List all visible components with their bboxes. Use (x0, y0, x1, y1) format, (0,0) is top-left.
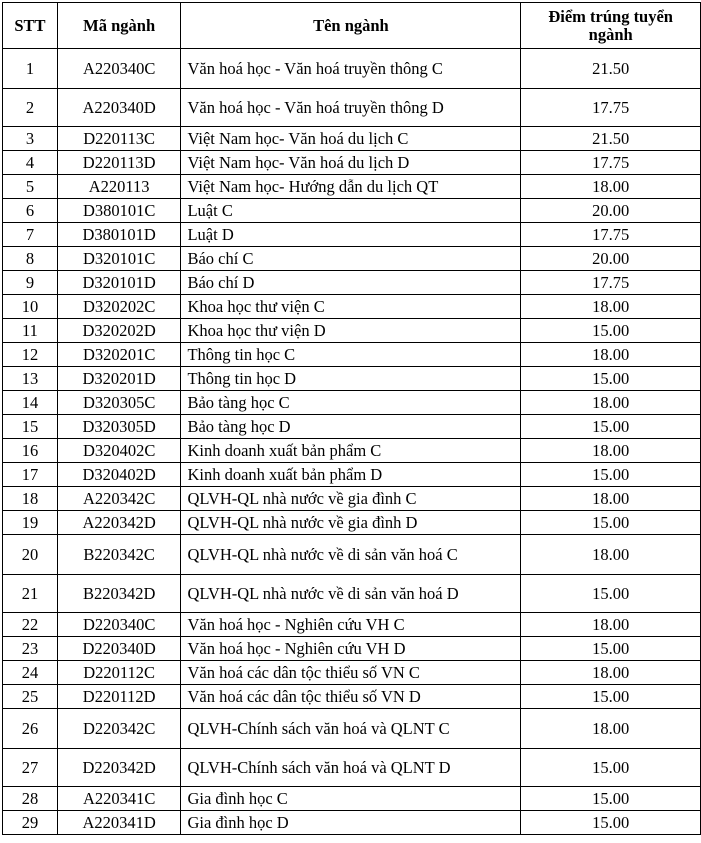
cell-name: Văn hoá các dân tộc thiểu số VN D (181, 685, 521, 709)
cell-score: 18.00 (521, 343, 701, 367)
cell-stt: 11 (3, 319, 58, 343)
cell-code: D320402C (57, 439, 181, 463)
table-row (3, 511, 701, 535)
cell-name: Kinh doanh xuất bản phẩm D (181, 463, 521, 487)
cell-name: QLVH-Chính sách văn hoá và QLNT C (181, 709, 521, 749)
cell-stt: 4 (3, 151, 58, 175)
cell-score: 15.00 (521, 367, 701, 391)
cell-name: Bảo tàng học D (181, 415, 521, 439)
cell-score: 18.00 (521, 613, 701, 637)
cell-name: Việt Nam học- Văn hoá du lịch D (181, 151, 521, 175)
cell-stt: 26 (3, 709, 58, 749)
table-row (3, 439, 701, 463)
table-row (3, 391, 701, 415)
table-row (3, 89, 701, 127)
cell-name: Báo chí D (181, 271, 521, 295)
cell-score: 15.00 (521, 637, 701, 661)
cell-stt: 27 (3, 749, 58, 787)
cell-stt: 29 (3, 811, 58, 835)
cell-code: A220340C (57, 49, 181, 89)
cell-stt: 24 (3, 661, 58, 685)
cell-score: 15.00 (521, 463, 701, 487)
cell-stt: 9 (3, 271, 58, 295)
table-row (3, 535, 701, 575)
cell-name: QLVH-QL nhà nước về di sản văn hoá D (181, 575, 521, 613)
cell-score: 21.50 (521, 49, 701, 89)
table-row (3, 637, 701, 661)
cell-code: D220113D (57, 151, 181, 175)
cell-score: 17.75 (521, 151, 701, 175)
cell-name: Kinh doanh xuất bản phẩm C (181, 439, 521, 463)
cell-stt: 17 (3, 463, 58, 487)
cell-score: 21.50 (521, 127, 701, 151)
cell-stt: 28 (3, 787, 58, 811)
cell-code: A220341C (57, 787, 181, 811)
cell-score: 15.00 (521, 319, 701, 343)
cell-stt: 20 (3, 535, 58, 575)
table-row (3, 175, 701, 199)
cell-stt: 12 (3, 343, 58, 367)
table-row (3, 199, 701, 223)
cell-name: Văn hoá các dân tộc thiểu số VN C (181, 661, 521, 685)
cell-code: D320305D (57, 415, 181, 439)
cell-stt: 2 (3, 89, 58, 127)
cell-stt: 15 (3, 415, 58, 439)
cell-score: 15.00 (521, 575, 701, 613)
cell-name: Khoa học thư viện D (181, 319, 521, 343)
cell-code: D320202C (57, 295, 181, 319)
header-score: Điểm trúng tuyển ngành (521, 3, 701, 49)
cell-score: 18.00 (521, 487, 701, 511)
table-row (3, 223, 701, 247)
cell-score: 18.00 (521, 295, 701, 319)
cell-name: Văn hoá học - Văn hoá truyền thông C (181, 49, 521, 89)
cell-score: 17.75 (521, 271, 701, 295)
table-row (3, 151, 701, 175)
cell-score: 18.00 (521, 709, 701, 749)
cell-name: QLVH-QL nhà nước về gia đình D (181, 511, 521, 535)
cell-code: D320101D (57, 271, 181, 295)
cell-name: QLVH-QL nhà nước về di sản văn hoá C (181, 535, 521, 575)
cell-name: Luật D (181, 223, 521, 247)
cell-score: 18.00 (521, 535, 701, 575)
cell-name: Gia đình học C (181, 787, 521, 811)
cell-stt: 1 (3, 49, 58, 89)
cell-name: Thông tin học C (181, 343, 521, 367)
cell-code: D320305C (57, 391, 181, 415)
cell-stt: 18 (3, 487, 58, 511)
cell-stt: 10 (3, 295, 58, 319)
cell-code: A220342C (57, 487, 181, 511)
table-row (3, 127, 701, 151)
cell-score: 15.00 (521, 415, 701, 439)
cell-code: D320202D (57, 319, 181, 343)
cell-code: A220341D (57, 811, 181, 835)
cell-name: Khoa học thư viện C (181, 295, 521, 319)
cell-code: D320201D (57, 367, 181, 391)
table-row (3, 811, 701, 835)
table-row (3, 787, 701, 811)
table-row (3, 49, 701, 89)
cell-name: Bảo tàng học C (181, 391, 521, 415)
table-row (3, 487, 701, 511)
table-row (3, 295, 701, 319)
cell-code: D220112D (57, 685, 181, 709)
header-name: Tên ngành (181, 3, 521, 49)
cell-stt: 3 (3, 127, 58, 151)
cell-code: A220340D (57, 89, 181, 127)
cell-name: Gia đình học D (181, 811, 521, 835)
cell-code: B220342D (57, 575, 181, 613)
cell-name: Báo chí C (181, 247, 521, 271)
cell-stt: 16 (3, 439, 58, 463)
cell-code: D380101D (57, 223, 181, 247)
table-row (3, 661, 701, 685)
cell-stt: 8 (3, 247, 58, 271)
cell-score: 18.00 (521, 175, 701, 199)
cell-code: B220342C (57, 535, 181, 575)
table-row (3, 247, 701, 271)
cell-name: Việt Nam học- Văn hoá du lịch C (181, 127, 521, 151)
cell-code: D380101C (57, 199, 181, 223)
cell-code: D220340D (57, 637, 181, 661)
cell-name: Văn hoá học - Nghiên cứu VH D (181, 637, 521, 661)
cell-code: D220342C (57, 709, 181, 749)
cell-score: 17.75 (521, 223, 701, 247)
table-row (3, 685, 701, 709)
table-header-row (3, 3, 701, 49)
header-code: Mã ngành (57, 3, 181, 49)
cell-name: Văn hoá học - Nghiên cứu VH C (181, 613, 521, 637)
cell-code: D220113C (57, 127, 181, 151)
cell-name: Luật C (181, 199, 521, 223)
table-row (3, 415, 701, 439)
cell-code: A220342D (57, 511, 181, 535)
header-stt: STT (3, 3, 58, 49)
cell-stt: 7 (3, 223, 58, 247)
cell-code: D220112C (57, 661, 181, 685)
cell-stt: 25 (3, 685, 58, 709)
cell-stt: 21 (3, 575, 58, 613)
table-row (3, 343, 701, 367)
cell-score: 20.00 (521, 247, 701, 271)
cell-score: 20.00 (521, 199, 701, 223)
cell-code: A220113 (57, 175, 181, 199)
cell-score: 18.00 (521, 661, 701, 685)
cell-code: D220340C (57, 613, 181, 637)
table-row (3, 575, 701, 613)
cell-score: 17.75 (521, 89, 701, 127)
cell-code: D220342D (57, 749, 181, 787)
table-row (3, 613, 701, 637)
cell-stt: 13 (3, 367, 58, 391)
cell-score: 15.00 (521, 511, 701, 535)
cell-score: 15.00 (521, 749, 701, 787)
admission-score-table (2, 2, 701, 835)
cell-name: QLVH-QL nhà nước về gia đình C (181, 487, 521, 511)
table-row (3, 367, 701, 391)
cell-score: 15.00 (521, 811, 701, 835)
cell-stt: 19 (3, 511, 58, 535)
cell-stt: 14 (3, 391, 58, 415)
cell-stt: 22 (3, 613, 58, 637)
cell-code: D320402D (57, 463, 181, 487)
cell-score: 15.00 (521, 685, 701, 709)
table-row (3, 749, 701, 787)
cell-name: Việt Nam học- Hướng dẫn du lịch QT (181, 175, 521, 199)
cell-stt: 23 (3, 637, 58, 661)
cell-code: D320101C (57, 247, 181, 271)
cell-name: Thông tin học D (181, 367, 521, 391)
cell-name: QLVH-Chính sách văn hoá và QLNT D (181, 749, 521, 787)
cell-score: 18.00 (521, 391, 701, 415)
cell-name: Văn hoá học - Văn hoá truyền thông D (181, 89, 521, 127)
table-row (3, 271, 701, 295)
table-row (3, 709, 701, 749)
table-body (3, 49, 701, 835)
cell-score: 18.00 (521, 439, 701, 463)
cell-score: 15.00 (521, 787, 701, 811)
table-row (3, 463, 701, 487)
cell-stt: 5 (3, 175, 58, 199)
cell-code: D320201C (57, 343, 181, 367)
cell-stt: 6 (3, 199, 58, 223)
table-row (3, 319, 701, 343)
